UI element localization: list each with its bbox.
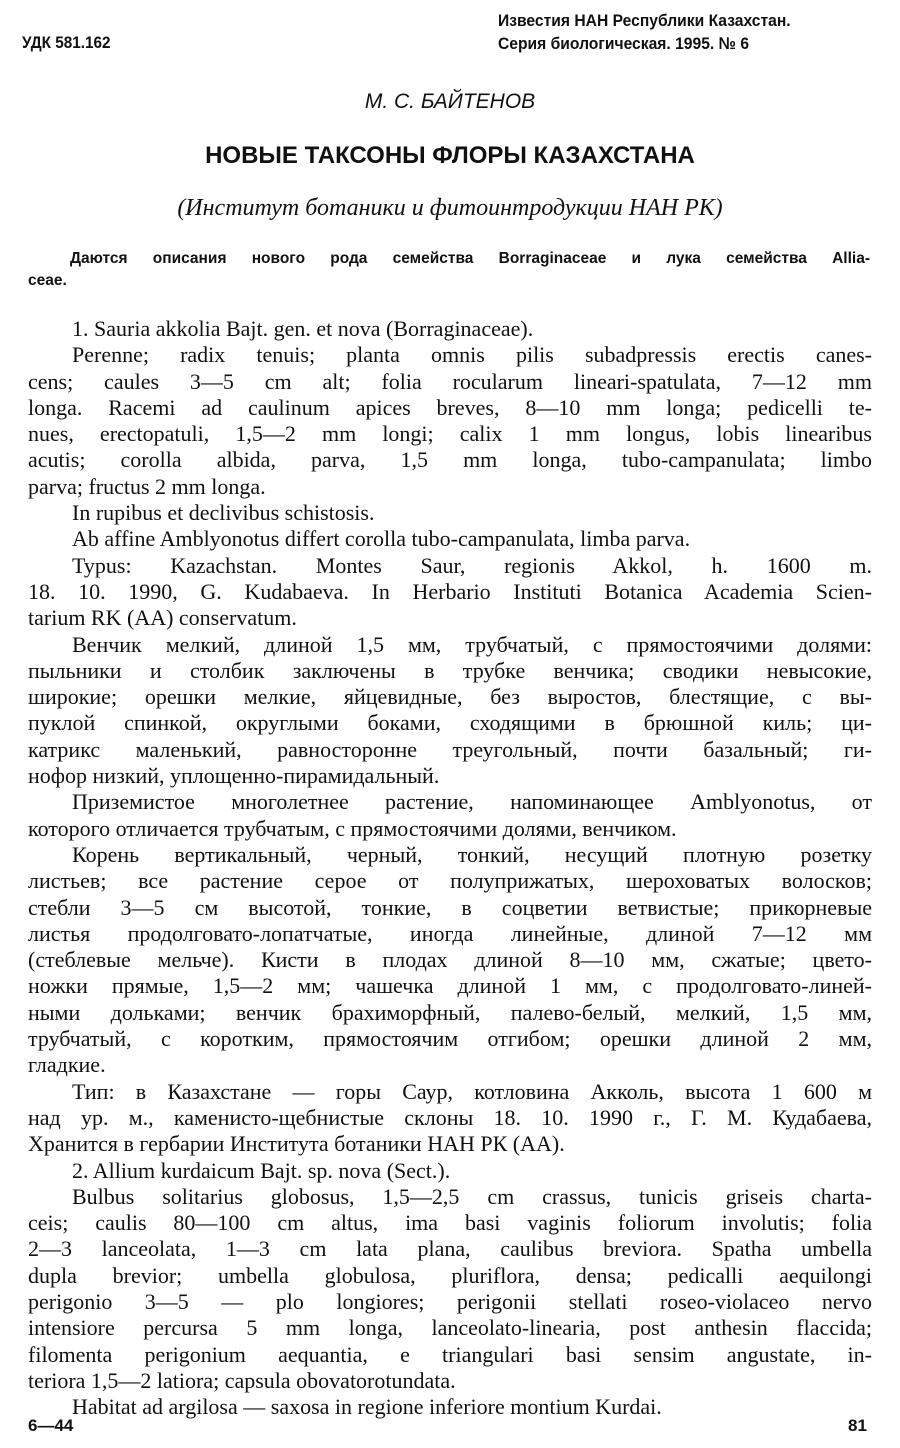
abstract-line: ceae. [28,272,67,289]
text-line: пыльники и столбик заключены в трубке венчика; сводики невысокие, [28,657,872,683]
text-line: 2. Allium kurdaicum Bajt. sp. nova (Sect.). [72,1157,451,1183]
article-institution: (Институт ботаники и фитоинтродукции НАН РК) [177,195,723,221]
paragraph [28,1079,872,1158]
journal-name: Известия НАН Республики Казахстан. [498,11,791,30]
page-number: 81 [848,1416,867,1435]
udk-code: УДК 581.162 [22,33,111,52]
paragraph [28,789,872,842]
text-line: Typus: Kazachstan. Montes Saur, regionis Akkol, h. 1600 m. [72,552,872,578]
paragraph [28,316,872,342]
paragraph [28,842,872,1079]
paragraph [28,526,872,552]
text-line: perigonio 3—5 — plo longiores; perigonii stellati roseo-violaceo nervo [28,1288,872,1314]
printer-signature: 6—44 [28,1416,74,1435]
paragraph [28,342,872,500]
text-line: которого отличается трубчатым, с прямостоячими долями, венчиком. [28,815,677,841]
paragraph [28,1184,872,1394]
text-line: катрикс маленький, равносторонне треугольный, почти базальный; ги- [28,736,872,762]
text-line: трубчатый, с коротким, прямостоячим отгибом; орешки длиной 2 мм, [28,1026,872,1052]
text-line: нофор низкий, уплощенно-пирамидальный. [28,763,440,789]
article-author: М. С. БАЙТЕНОВ [364,90,536,113]
text-line: acutis; corolla albida, parva, 1,5 mm longa, tubo-campanulata; limbo [28,447,872,473]
text-line: ными дольками; венчик брахиморфный, палево-белый, мелкий, 1,5 мм, [28,999,872,1025]
text-line: parva; fructus 2 mm longa. [28,473,266,499]
journal-issue: Серия биологическая. 1995. № 6 [498,34,750,53]
text-line: Ab affine Amblyonotus differt corolla tubo-campanulata, limba parva. [72,526,691,552]
text-line: Приземистое многолетнее растение, напоминающее Amblyonotus, от [72,789,872,815]
text-line: longa. Racemi ad caulinum apices breves, 8—10 mm longa; pedicelli te- [28,394,872,420]
text-line: 2—3 lanceolata, 1—3 cm lata plana, caulibus breviora. Spatha umbella [28,1236,872,1262]
text-line: Хранится в гербарии Института ботаники НАН РК (АА). [28,1131,565,1157]
text-line: широкие; орешки мелкие, яйцевидные, без выростов, блестящие, с вы- [28,684,872,710]
text-line: Тип: в Казахстане — горы Саур, котловина Акколь, высота 1 600 м [72,1078,872,1104]
text-line: dupla brevior; umbella globulosa, pluriflora, densa; pedicalli aequilongi [28,1262,872,1288]
abstract-line: Даются описания нового рода семейства Borraginaceae и лука семейства Allia- [70,250,870,267]
text-line: гладкие. [28,1052,106,1078]
text-line: Корень вертикальный, черный, тонкий, несущий плотную розетку [72,841,872,867]
paragraph [28,553,872,632]
paragraph [28,1394,872,1420]
text-line: стебли 3—5 см высотой, тонкие, в соцветии ветвистые; прикорневые [28,894,872,920]
text-line: nues, erectopatuli, 1,5—2 mm longi; calix 1 mm longus, lobis linearibus [28,421,872,447]
text-line: 18. 10. 1990, G. Kudabaeva. In Herbario Instituti Botanica Academia Scien- [28,578,872,604]
article-body [28,316,872,1420]
text-line: листья продолговато-лопатчатые, иногда линейные, длиной 7—12 мм [28,920,872,946]
text-line: filomenta perigonium aequantia, e triangulari basi sensim angustate, in- [28,1341,872,1367]
text-line: (стеблевые мельче). Кисти в плодах длиной 8—10 мм, сжатые; цвето- [28,947,872,973]
text-line: пуклой спинкой, округлыми боками, сходящими в брюшной киль; ци- [28,710,872,736]
paragraph [28,1158,872,1184]
text-line: Habitat ad argilosa — saxosa in regione inferiore montium Kurdai. [72,1394,662,1420]
article-title: НОВЫЕ ТАКСОНЫ ФЛОРЫ КАЗАХСТАНА [205,142,695,169]
text-line: tarium RK (AA) conservatum. [28,605,297,631]
text-line: cens; caules 3—5 cm alt; folia rocularum lineari-spatulata, 7—12 mm [28,368,872,394]
text-line: ceis; caulis 80—100 cm altus, ima basi vaginis foliorum involutis; folia [28,1210,872,1236]
paragraph [28,500,872,526]
paragraph [28,632,872,790]
text-line: ножки прямые, 1,5—2 мм; чашечка длиной 1 мм, с продолговато-линей- [28,973,872,999]
text-line: Венчик мелкий, длиной 1,5 мм, трубчатый, с прямостоячими долями: [72,631,872,657]
text-line: Perenne; radix tenuis; planta omnis pilis subadpressis erectis canes- [72,342,872,368]
text-line: intensiore percursa 5 mm longa, lanceolato-linearia, post anthesin flaccida; [28,1315,872,1341]
text-line: In rupibus et declivibus schistosis. [72,500,375,526]
text-line: над ур. м., каменисто-щебнистые склоны 18. 10. 1990 г., Г. М. Кудабаева, [28,1104,872,1130]
text-line: листьев; все растение серое от полуприжатых, шероховатых волосков; [28,868,872,894]
abstract [28,248,870,292]
text-line: Bulbus solitarius globosus, 1,5—2,5 cm crassus, tunicis griseis charta- [72,1183,872,1209]
text-line: 1. Sauria akkolia Bajt. gen. et nova (Borraginaceae). [72,316,534,341]
text-line: teriora 1,5—2 latiora; capsula obovatorotundata. [28,1367,456,1393]
